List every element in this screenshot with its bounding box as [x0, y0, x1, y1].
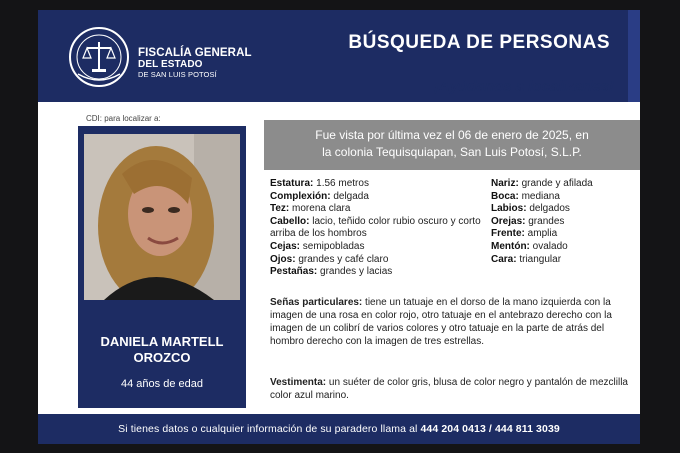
header-accent [628, 10, 640, 102]
physical-description-right [491, 178, 636, 266]
org-line-1: FISCALÍA GENERAL [138, 47, 252, 59]
contact-footer [38, 414, 640, 444]
field-menton: Mentón: ovalado [491, 240, 568, 252]
org-line-3: DE SAN LUIS POTOSÍ [138, 70, 217, 79]
physical-description-left [270, 178, 488, 279]
distinguishing-marks [270, 296, 628, 348]
organization-name [138, 48, 252, 79]
footer-text: Si tienes datos o cualquier información de su paradero llama al [118, 423, 418, 435]
person-photo [84, 134, 240, 300]
person-name [78, 334, 246, 366]
portrait-illustration [84, 134, 240, 300]
clothing-label: Vestimenta: [270, 377, 327, 388]
person-name-line-1: DANIELA MARTELL [100, 334, 224, 349]
fiscalia-seal-icon [68, 26, 130, 88]
field-tez: Tez: morena clara [270, 203, 351, 215]
field-labios: Labios: delgados [491, 203, 570, 215]
field-estatura: Estatura: 1.56 metros [270, 178, 369, 189]
missing-person-poster [38, 10, 640, 444]
person-age: 44 años de edad [121, 378, 203, 390]
poster-title: BÚSQUEDA DE PERSONAS [348, 32, 610, 53]
field-boca: Boca: mediana [491, 190, 560, 202]
footer-phones: 444 204 0413 / 444 811 3039 [420, 423, 560, 435]
distinguishing-marks-text: tiene un tatuaje en el dorso de la mano izquierda con la imagen de una rosa en color rojo, otro tatuaje en el antebrazo derecho con la imagen de un colibrí de varios colores y otro tatuaje en la parte de atrás del hombro derecho con la imagen de tres estrellas. [270, 297, 612, 347]
clothing-text: un suéter de color gris, blusa de color negro y pantalón de mezclilla color azul marino. [270, 377, 628, 401]
poster-subtitle: ¡Ayúdanos a localizarles! [433, 78, 614, 95]
fiscalia-logo [68, 26, 268, 92]
field-cabello: Cabello: lacio, teñido color rubio oscuro y corto arriba de los hombros [270, 215, 481, 240]
org-line-2: DEL ESTADO [138, 59, 203, 70]
cdi-label: CDI: para localizar a: [86, 114, 161, 123]
field-cara: Cara: triangular [491, 253, 562, 265]
field-frente: Frente: amplia [491, 228, 558, 240]
field-ojos: Ojos: grandes y café claro [270, 253, 389, 265]
distinguishing-marks-label: Señas particulares: [270, 297, 363, 308]
person-name-line-2: OROZCO [133, 350, 191, 365]
last-seen-line-1: Fue vista por última vez el 06 de enero de 2025, en [315, 128, 589, 142]
clothing-description [270, 376, 628, 402]
field-complexion: Complexión: delgada [270, 190, 369, 202]
field-pestanas: Pestañas: grandes y lacias [270, 266, 393, 278]
last-seen-line-2: la colonia Tequisquiapan, San Luis Potosí, S.L.P. [322, 145, 582, 159]
field-nariz: Nariz: grande y afilada [491, 178, 593, 189]
field-orejas: Orejas: grandes [491, 215, 565, 227]
field-cejas: Cejas: semipobladas [270, 240, 365, 252]
last-seen-banner [264, 120, 640, 170]
